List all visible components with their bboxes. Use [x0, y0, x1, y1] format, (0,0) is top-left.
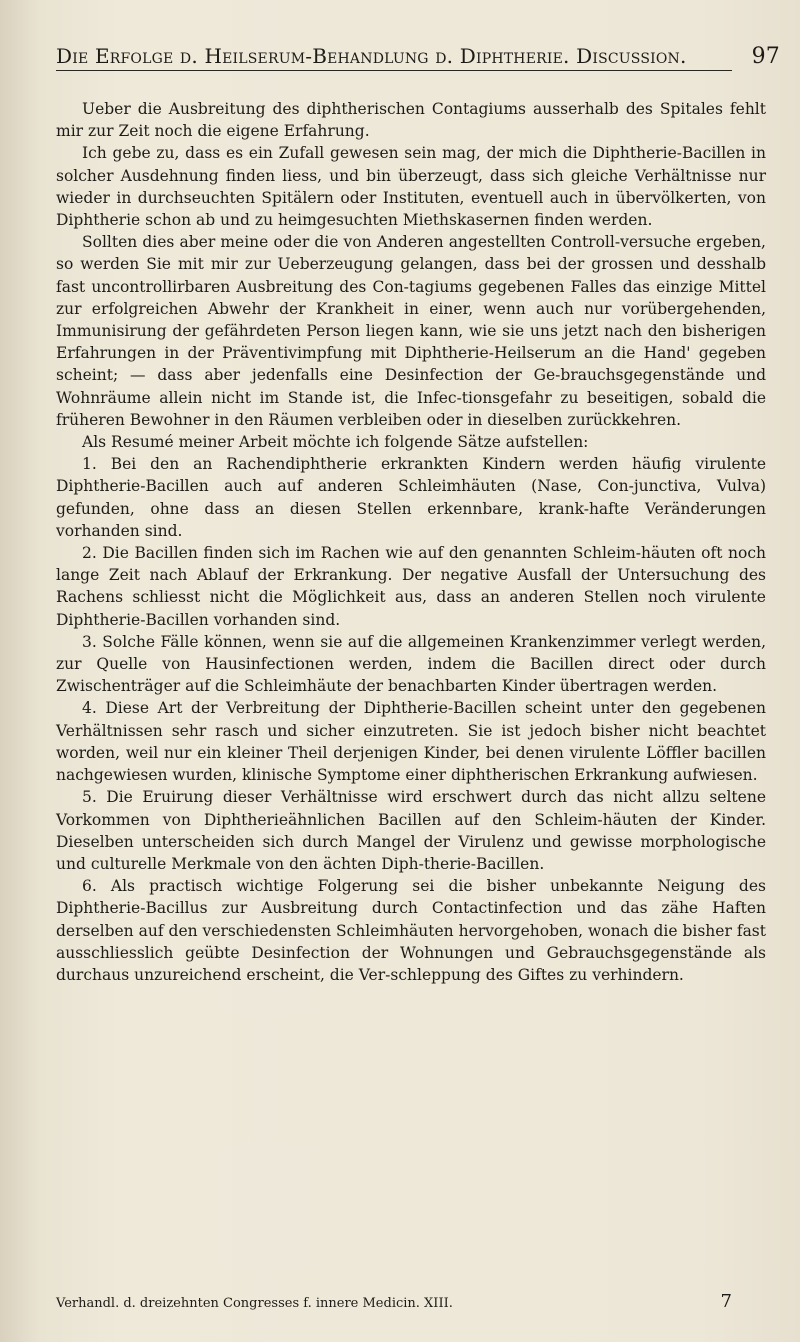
page-footer: [56, 1291, 732, 1312]
paragraph: 3. Solche Fälle können, wenn sie auf die allgemeinen Krankenzimmer verlegt werden, zur Quelle von Hausinfectionen werden, indem die Bacillen direct oder durch Zwischenträger auf die Schleimhäute der benachbarten Kinder übertragen werden.: [56, 632, 766, 696]
paragraph: Ueber die Ausbreitung des diphtherischen Contagiums ausserhalb des Spitales fehlt mir zur Zeit noch die eigene Erfahrung.: [56, 100, 766, 141]
paragraph: 4. Diese Art der Verbreitung der Diphtherie-Bacillen scheint unter den gegebenen Verhältnissen sehr rasch und sicher einzutreten. Sie ist jedoch bisher nicht beachtet worden, weil nur ein kleiner Theil derjenigen Kinder, bei denen virulente Löffler bacillen nachgewiesen wurden, klinische Symptome einer diphtherischen Erkrankung aufwiesen.: [56, 699, 766, 785]
paragraph: Als Resumé meiner Arbeit möchte ich folgende Sätze aufstellen:: [82, 433, 589, 452]
running-title: Die Erfolge d. Heilserum-Behandlung d. Diphtherie. Discussion.: [56, 44, 687, 68]
page-number: 97: [751, 44, 780, 69]
paragraph: 2. Die Bacillen finden sich im Rachen wie auf den genannten Schleim-häuten oft noch lange Zeit nach Ablauf der Erkrankung. Der negative Ausfall der Untersuchung des Rachens schliesst nicht die Möglichkeit aus, dass an anderen Stellen noch virulente Diphtherie-Bacillen vorhanden sind.: [56, 544, 766, 629]
body-text: [56, 98, 766, 986]
paragraph: Ich gebe zu, dass es ein Zufall gewesen sein mag, der mich die Diphtherie-Bacillen in solcher Ausdehnung finden liess, und bin überzeugt, dass sich gleiche Verhältnisse nur wieder in durchseuchten Spitälern oder Instituten, eventuell auch in übervölkerten, von Diphtherie schon ab und zu heimgesuchten Miethskasernen finden werden.: [56, 144, 766, 230]
paragraph: Sollten dies aber meine oder die von Anderen angestellten Controll-versuche ergeben, so werden Sie mit mir zur Ueberzeugung gelangen, dass bei der grossen und desshalb fast uncontrollirbaren Ausbreitung des Con-tagiums gegebenen Falles das einzige Mittel zur erfolgreichen Abwehr der Krankheit in einer, wenn auch nur vorübergehenden, Immunisirung der gefährdeten Person liegen kann, wie sie uns jetzt nach den bisherigen Erfahrungen in der Präventivimpfung mit Diphtherie-Heilserum an die Hand' gegeben scheint; — dass aber jedenfalls eine Desinfection der Ge-brauchsgegenstände und Wohnräume allein nicht im Stande ist, die Infec-tionsgefahr zu beseitigen, sobald die früheren Bewohner in den Räumen verbleiben oder in dieselben zurückkehren.: [56, 233, 766, 429]
paragraph: 1. Bei den an Rachendiphtherie erkrankten Kindern werden häufig virulente Diphtherie-Bacillen auch auf anderen Schleimhäuten (Nase, Con-junctiva, Vulva) gefunden, ohne dass an diesen Stellen erkennbare, krank-hafte Veränderungen vorhanden sind.: [56, 455, 766, 540]
footer-source: Verhandl. d. dreizehnten Congresses f. innere Medicin. XIII.: [56, 1296, 453, 1311]
paragraph: 6. Als practisch wichtige Folgerung sei die bisher unbekannte Neigung des Diphtherie-Bacillus zur Ausbreitung durch Contactinfection und das zähe Haften derselben auf den verschiedensten Schleimhäuten hervorgehoben, wonach die bisher fast ausschliesslich geübte Desinfection der Wohnungen und Gebrauchsgegenstände als durchaus unzureichend erscheint, die Ver-schleppung des Giftes zu verhindern.: [56, 877, 766, 984]
paragraph: 5. Die Eruirung dieser Verhältnisse wird erschwert durch das nicht allzu seltene Vorkommen von Diphtherieähnlichen Bacillen auf den Schleim-häuten der Kinder. Dieselben unterscheiden sich durch Mangel der Virulenz und gewisse morphologische und culturelle Merkmale von den ächten Diph-therie-Bacillen.: [56, 788, 766, 873]
header-rule: [56, 70, 732, 71]
running-header: [56, 44, 780, 69]
signature-mark: 7: [720, 1291, 732, 1312]
